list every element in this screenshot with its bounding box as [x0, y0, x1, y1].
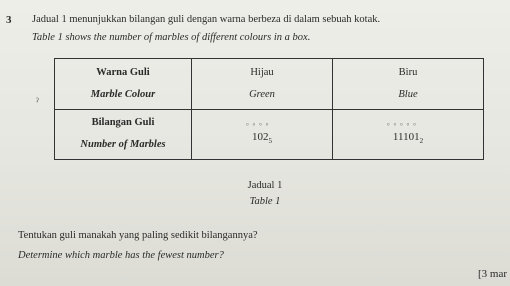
question-prompt-english: Determine which marble has the fewest number? [18, 250, 224, 261]
blue-count-base: 2 [419, 137, 424, 146]
header-blue-english: Blue [398, 88, 418, 100]
green-count-value [246, 122, 272, 146]
header-label-malay: Warna Guli [96, 66, 150, 78]
green-count-base: 5 [268, 137, 272, 146]
row-label-english: Number of Marbles [80, 139, 166, 151]
table-data-row [55, 109, 484, 160]
blue-count-value [386, 122, 424, 146]
intro-text-english: Table 1 shows the number of marbles of different colours in a box. [32, 32, 311, 43]
header-green-cell [192, 59, 333, 110]
green-count-digits: 102 [252, 131, 269, 144]
row-label-cell [55, 109, 192, 160]
header-blue-cell [333, 59, 484, 110]
caption-malay: Jadual 1 [247, 180, 283, 191]
marks-label: [3 mar [478, 268, 508, 280]
header-label-cell [55, 59, 192, 110]
question-prompt-malay: Tentukan guli manakah yang paling sedikit bilangannya? [18, 230, 258, 241]
blue-count-cell [333, 109, 484, 160]
header-blue-malay: Biru [398, 66, 418, 78]
caption-english: Table 1 [249, 196, 281, 207]
margin-tick-mark: ˀ [36, 96, 39, 108]
row-label-malay: Bilangan Guli [91, 117, 155, 129]
header-label-english: Marble Colour [90, 88, 156, 100]
question-number: 3 [6, 14, 12, 26]
header-green-english: Green [249, 88, 275, 100]
marble-dots-icon: ° ° ° ° ° [386, 122, 417, 131]
table-header-row [55, 59, 484, 110]
marble-table [54, 58, 484, 160]
green-count-cell [192, 109, 333, 160]
marble-dots-icon: ° ° ° ° [246, 122, 270, 131]
intro-text-malay: Jadual 1 menunjukkan bilangan guli dengan warna berbeza di dalam sebuah kotak. [32, 14, 381, 25]
header-green-malay: Hijau [250, 66, 274, 78]
blue-count-digits: 11101 [392, 131, 420, 144]
